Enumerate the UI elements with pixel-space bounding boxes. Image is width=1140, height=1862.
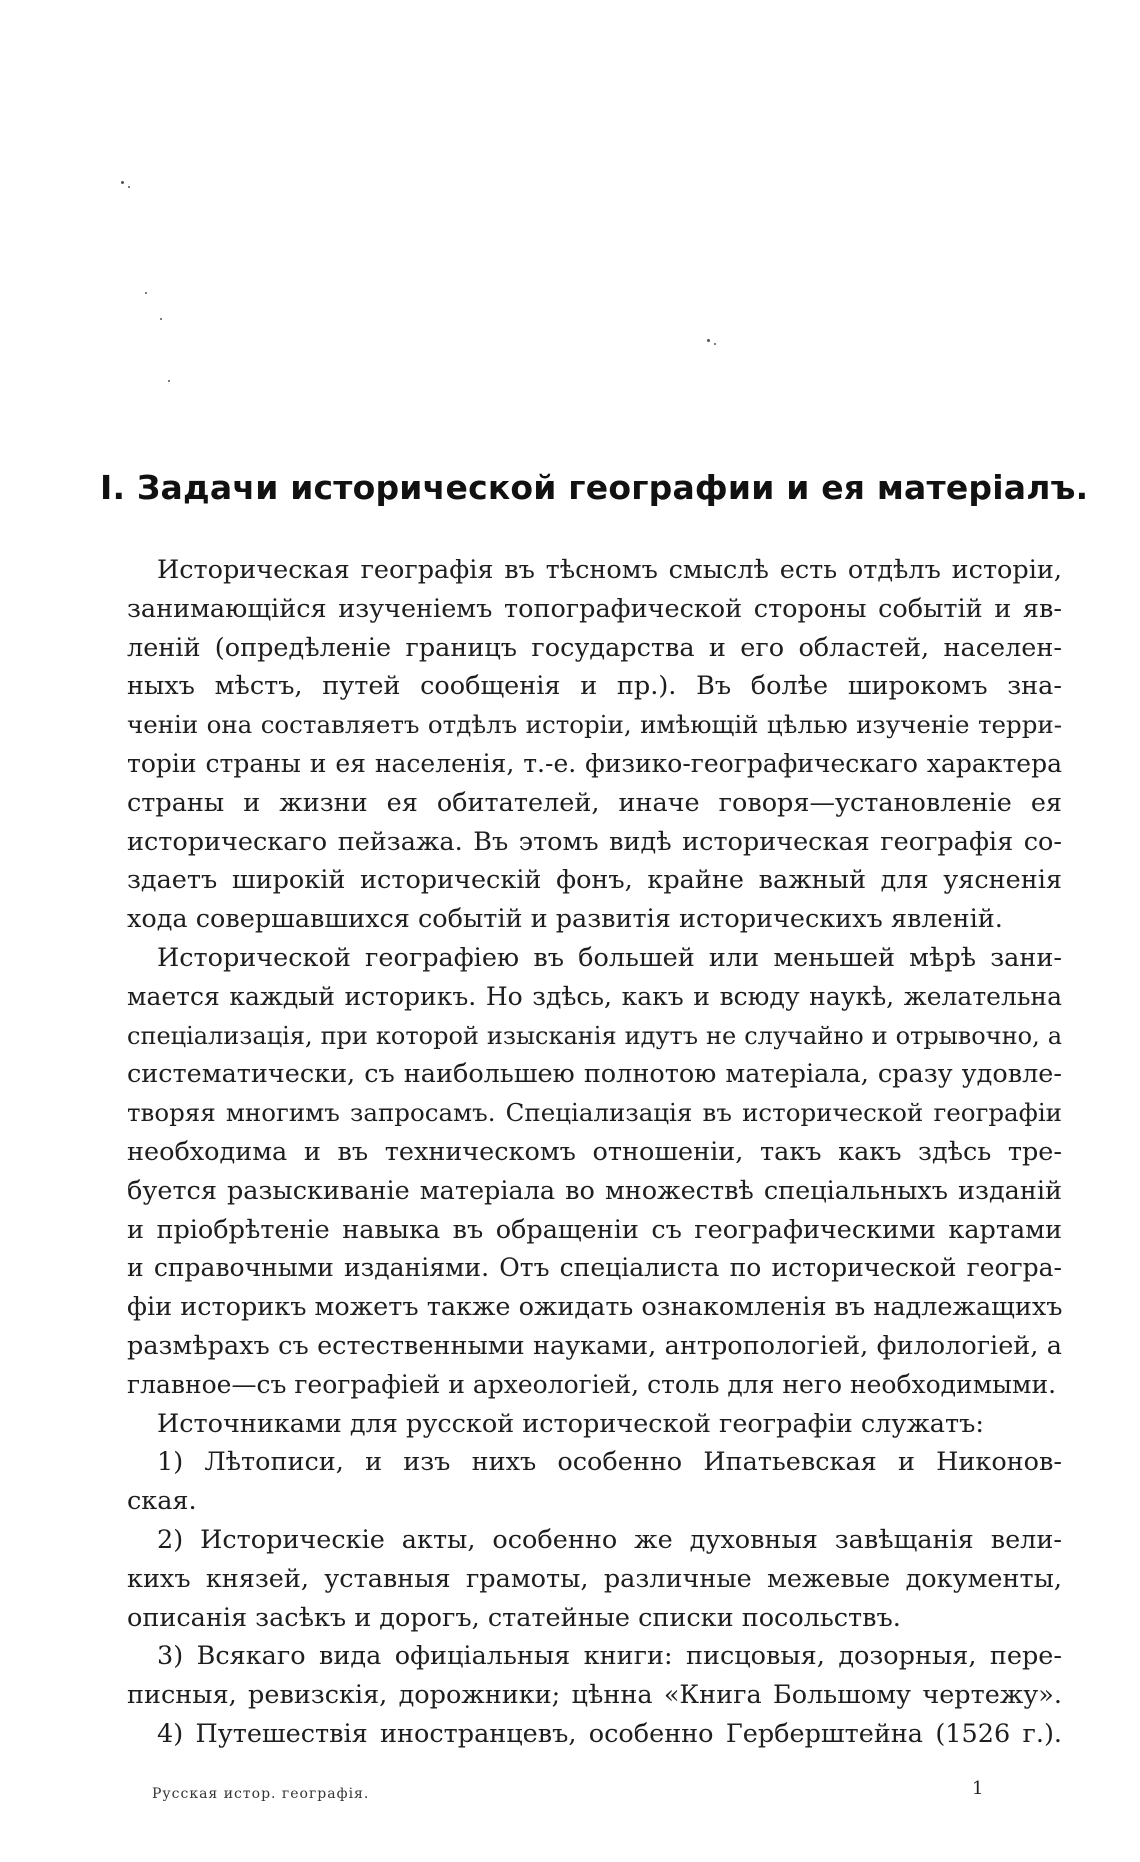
text-line: главное—съ географіей и археологіей, столь для него необходимыми. [127,1369,1057,1399]
text-line: спеціализація, при которой изысканія идутъ не случайно и отрывочно, а [127,1021,1062,1050]
print-speck [160,318,162,320]
text-line: историческаго пейзажа. Въ этомъ видѣ историческая географія со- [127,826,1062,857]
text-line: буется разыскиваніе матеріала во множествѣ спеціальныхъ изданій [127,1175,1062,1206]
text-line: здаетъ широкій историческій фонъ, крайне важный для уясненія [127,865,1062,896]
running-footer-title: Русская истор. географія. [152,1786,370,1802]
text-line: ченіи она составляетъ отдѣлъ исторіи, имѣющій цѣлью изученіе терри- [127,710,1062,740]
print-speck [707,339,710,342]
body-text [127,551,1062,1754]
chapter-heading: I. Задачи исторической географии и ея матеріалъ. [100,468,1089,507]
text-line: Историческая географія въ тѣсномъ смыслѣ есть отдѣлъ исторіи, [157,555,1062,585]
print-speck [145,292,147,294]
text-line: страны и жизни ея обитателей, иначе говоря—установленіе ея [127,787,1062,818]
print-speck [168,380,170,382]
text-line: хода совершавшихся событій и развитія историческихъ явленій. [127,904,1003,935]
print-speck [121,181,124,184]
text-line: и пріобрѣтеніе навыка въ обращеніи съ географическими картами [127,1214,1062,1245]
text-line: торіи страны и ея населенія, т.-е. физико-географическаго характера [127,748,1062,778]
text-line: размѣрахъ съ естественными науками, антропологіей, филологіей, а [127,1330,1062,1361]
print-speck [714,343,716,345]
text-line: необходима и въ техническомъ отношеніи, такъ какъ здѣсь тре- [127,1136,1062,1167]
text-line: Источниками для русской исторической географіи служатъ: [157,1408,984,1439]
text-line: мается каждый историкъ. Но здѣсь, какъ и всюду наукѣ, желательна [127,981,1062,1011]
text-line: 4) Путешествія иностранцевъ, особенно Герберштейна (1526 г.). [157,1718,1062,1749]
text-line: 2) Историческіе акты, особенно же духовныя завѣщанія вели- [157,1524,1062,1555]
text-line: фіи историкъ можетъ также ожидать ознакомленія въ надлежащихъ [127,1292,1062,1323]
text-line: леній (опредѣленіе границъ государства и его областей, населен- [127,632,1062,663]
text-line: Исторической географіею въ большей или меньшей мѣрѣ зани- [157,942,1062,973]
text-line: 3) Всякаго вида офиціальныя книги: писцовыя, дозорныя, пере- [157,1641,1062,1672]
text-line: писныя, ревизскія, дорожники; цѣнна «Книга Большому чертежу». [127,1680,1062,1711]
text-line: творяя многимъ запросамъ. Спеціализація въ исторической географіи [127,1098,1062,1128]
text-line: описанія засѣкъ и дорогъ, статейные списки посольствъ. [127,1602,901,1633]
text-line: 1) Лѣтописи, и изъ нихъ особенно Ипатьевская и Никонов- [157,1447,1062,1478]
text-line: занимающійся изученіемъ топографической стороны событій и яв- [127,593,1062,624]
print-speck [128,186,130,188]
text-line: кихъ князей, уставныя грамоты, различные межевые документы, [127,1563,1062,1594]
text-line: ныхъ мѣстъ, путей сообщенія и пр.). Въ болѣе широкомъ зна- [127,671,1062,702]
text-line: ская. [127,1486,197,1517]
signature-mark: 1 [972,1778,984,1799]
text-line: и справочными изданіями. Отъ спеціалиста по исторической геогра- [127,1253,1062,1283]
text-line: систематически, съ наибольшею полнотою матеріала, сразу удовле- [127,1059,1062,1090]
